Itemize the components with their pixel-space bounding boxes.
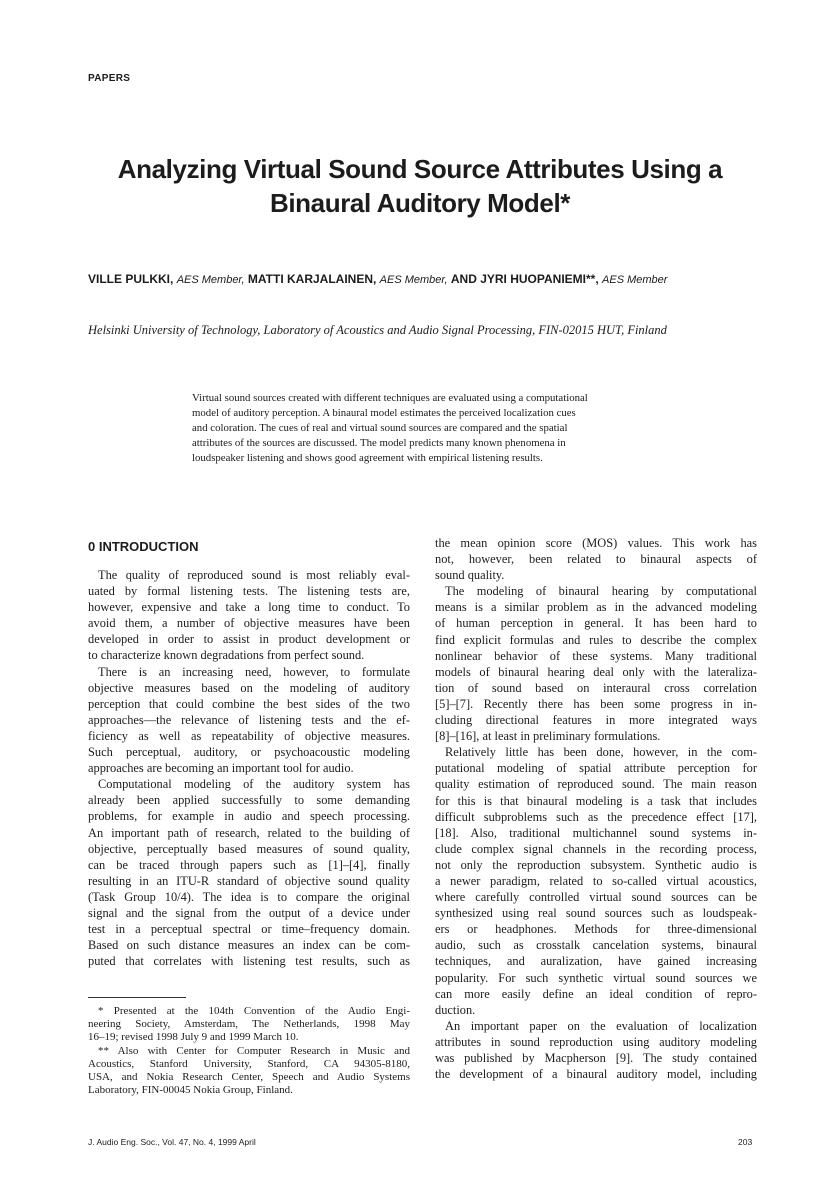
text-line: nonlinear behavior of these systems. Many traditional [435, 648, 757, 663]
text-line: techniques, and auralization, have gained increasing [435, 954, 757, 969]
text-line: putational modeling of spatial attribute perception for [435, 761, 757, 776]
text-line: however, expensive and take a long time to conduct. To [88, 600, 410, 615]
author-list [88, 272, 768, 286]
text-line: not only the reproduction subsystem. Synthetic audio is [435, 857, 757, 872]
text-line: the mean opinion score (MOS) values. This work has [435, 536, 757, 550]
author-name: AND JYRI HUOPANIEMI**, [450, 272, 599, 286]
footnotes [88, 1005, 410, 1097]
left-column [88, 567, 410, 969]
footnote-line: Laboratory, FIN-00045 Nokia Group, Finland. [88, 1084, 293, 1097]
text-line: approaches are becoming an important tool for audio. [88, 761, 354, 776]
right-column [435, 535, 757, 1082]
text-line: objective measures based on the modeling of auditory [88, 680, 410, 695]
text-line: The quality of reproduced sound is most reliably eval- [98, 568, 410, 582]
paper-title [60, 152, 780, 220]
text-line: Such perceptual, auditory, or psychoacoustic modeling [88, 745, 410, 760]
affiliation: Helsinki University of Technology, Laboratory of Acoustics and Audio Signal Processing, FIN-02015 HUT, Finland [88, 323, 667, 337]
text-line: means is a similar problem as in the advanced modeling [435, 600, 757, 615]
author-membership: AES Member, [379, 274, 448, 286]
text-line: popularity. For such synthetic virtual sound sources we [435, 970, 757, 985]
text-line: Based on such distance measures an index can be com- [88, 938, 410, 953]
author-name: MATTI KARJALAINEN, [247, 272, 377, 286]
author-membership: AES Member [602, 274, 668, 286]
text-line: find explicit formulas and rules to describe the complex [435, 632, 757, 647]
text-line: attributes in sound reproduction using auditory modeling [435, 1034, 757, 1049]
footnote-rule [88, 997, 186, 998]
text-line: Relatively little has been done, however, in the com- [445, 745, 757, 760]
text-line: [18]. Also, traditional multichannel sound systems in- [435, 825, 757, 840]
text-line: duction. [435, 1002, 476, 1017]
author-membership: AES Member, [176, 274, 245, 286]
text-line: of human perception in general. It has been hard to [435, 616, 757, 631]
text-line: for this is that binaural modeling is a task that includes [435, 793, 757, 808]
text-line: where carefully controlled virtual sound sources can be [435, 890, 757, 905]
page-number: 203 [738, 1137, 753, 1147]
text-line: An important path of research, related to the building of [88, 825, 410, 840]
text-line: (Task Group 10/4). The idea is to compare the original [88, 889, 410, 904]
text-line: An important paper on the evaluation of localization [445, 1018, 757, 1033]
text-line: perception that could combine the best sides of the two [88, 696, 410, 711]
text-line: There is an increasing need, however, to formulate [98, 664, 410, 679]
abstract-line: Virtual sound sources created with different techniques are evaluated using a computational [192, 392, 588, 404]
text-line: can more easily define an ideal condition of repro- [435, 986, 757, 1001]
text-line: cluding directional features in more integrated ways [435, 713, 757, 728]
text-line: not, however, been related to binaural aspects of [435, 552, 757, 567]
abstract-line: and coloration. The cues of real and virtual sound sources are compared and the spatial [192, 422, 568, 434]
footnote-line: 16–19; revised 1998 July 9 and 1999 March 10. [88, 1031, 299, 1044]
abstract [192, 391, 656, 466]
text-line: the development of a binaural auditory model, including [435, 1067, 757, 1082]
text-line: test in a perceptual spectral or time–frequency domain. [88, 922, 410, 937]
footnote-line: ** Also with Center for Computer Research in Music and [98, 1044, 410, 1057]
text-line: objective, perceptually based measures of sound quality, [88, 841, 410, 856]
text-line: problems, for example in audio and speech processing. [88, 809, 410, 824]
text-line: quality estimation of reproduced sound. The main reason [435, 777, 757, 792]
text-line: audio, such as crosstalk cancelation systems, binaural [435, 938, 757, 953]
abstract-line: model of auditory perception. A binaural model estimates the perceived localization cues [192, 407, 576, 419]
text-line: developed in order to assist in product development or [88, 632, 410, 647]
text-line: [5]–[7]. Recently there has been some progress in in- [435, 696, 757, 711]
text-line: already been applied successfully to some demanding [88, 793, 410, 808]
text-line: puted that correlates with listening test results, such as [88, 954, 410, 969]
text-line: sound quality. [435, 568, 505, 583]
text-line: approaches—the relevance of listening tests and the ef- [88, 712, 410, 727]
text-line: ers or headphones. Methods for three-dimensional [435, 922, 757, 937]
footnote-line: neering Society, Amsterdam, The Netherlands, 1998 May [88, 1018, 410, 1031]
text-line: [8]–[16], at least in preliminary formulations. [435, 729, 661, 744]
abstract-line: loudspeaker listening and shows good agreement with empirical listening results. [192, 452, 543, 464]
text-line: tion of sound based on interaural cross correlation [435, 680, 757, 695]
text-line: to characterize known degradations from perfect sound. [88, 648, 365, 663]
section-label: PAPERS [88, 73, 131, 84]
text-line: uated by formal listening tests. The listening tests are, [88, 584, 410, 599]
footnote-line: USA, and Nokia Research Center, Speech and Audio Systems [88, 1071, 410, 1084]
text-line: ficiency as well as repeatability of objective measures. [88, 728, 410, 743]
text-line: clude complex signal channels in the recording process, [435, 841, 757, 856]
text-line: synthesized using real sound sources such as loudspeak- [435, 906, 757, 921]
abstract-line: attributes of the sources are discussed. The model predicts many known phenomena in [192, 437, 566, 449]
text-line: resulting in an ITU-R standard of objective sound quality [88, 873, 410, 888]
text-line: signal and the signal from the output of a device under [88, 905, 410, 920]
footnote-line: * Presented at the 104th Convention of the Audio Engi- [98, 1005, 410, 1017]
journal-citation: J. Audio Eng. Soc., Vol. 47, No. 4, 1999 April [88, 1137, 256, 1147]
title-line-2: Binaural Auditory Model* [269, 188, 570, 218]
author-name: VILLE PULKKI, [88, 272, 174, 286]
text-line: a newer paradigm, related to so-called virtual acoustics, [435, 873, 757, 888]
text-line: The modeling of binaural hearing by computational [445, 584, 757, 599]
text-line: avoid them, a number of objective measures have been [88, 616, 410, 631]
text-line: Computational modeling of the auditory system has [98, 777, 410, 792]
text-line: difficult subproblems such as the precedence effect [17], [435, 809, 757, 824]
section-heading: 0 INTRODUCTION [88, 539, 199, 554]
text-line: was published by Macpherson [9]. The study contained [435, 1051, 757, 1065]
title-line-1: Analyzing Virtual Sound Source Attributes Using a [117, 154, 723, 184]
footnote-line: Acoustics, Stanford University, Stanford, CA 94305-8180, [88, 1057, 410, 1070]
text-line: can be traced through papers such as [1]–[4], finally [88, 857, 410, 872]
text-line: models of binaural hearing deal only with the lateraliza- [435, 664, 757, 679]
